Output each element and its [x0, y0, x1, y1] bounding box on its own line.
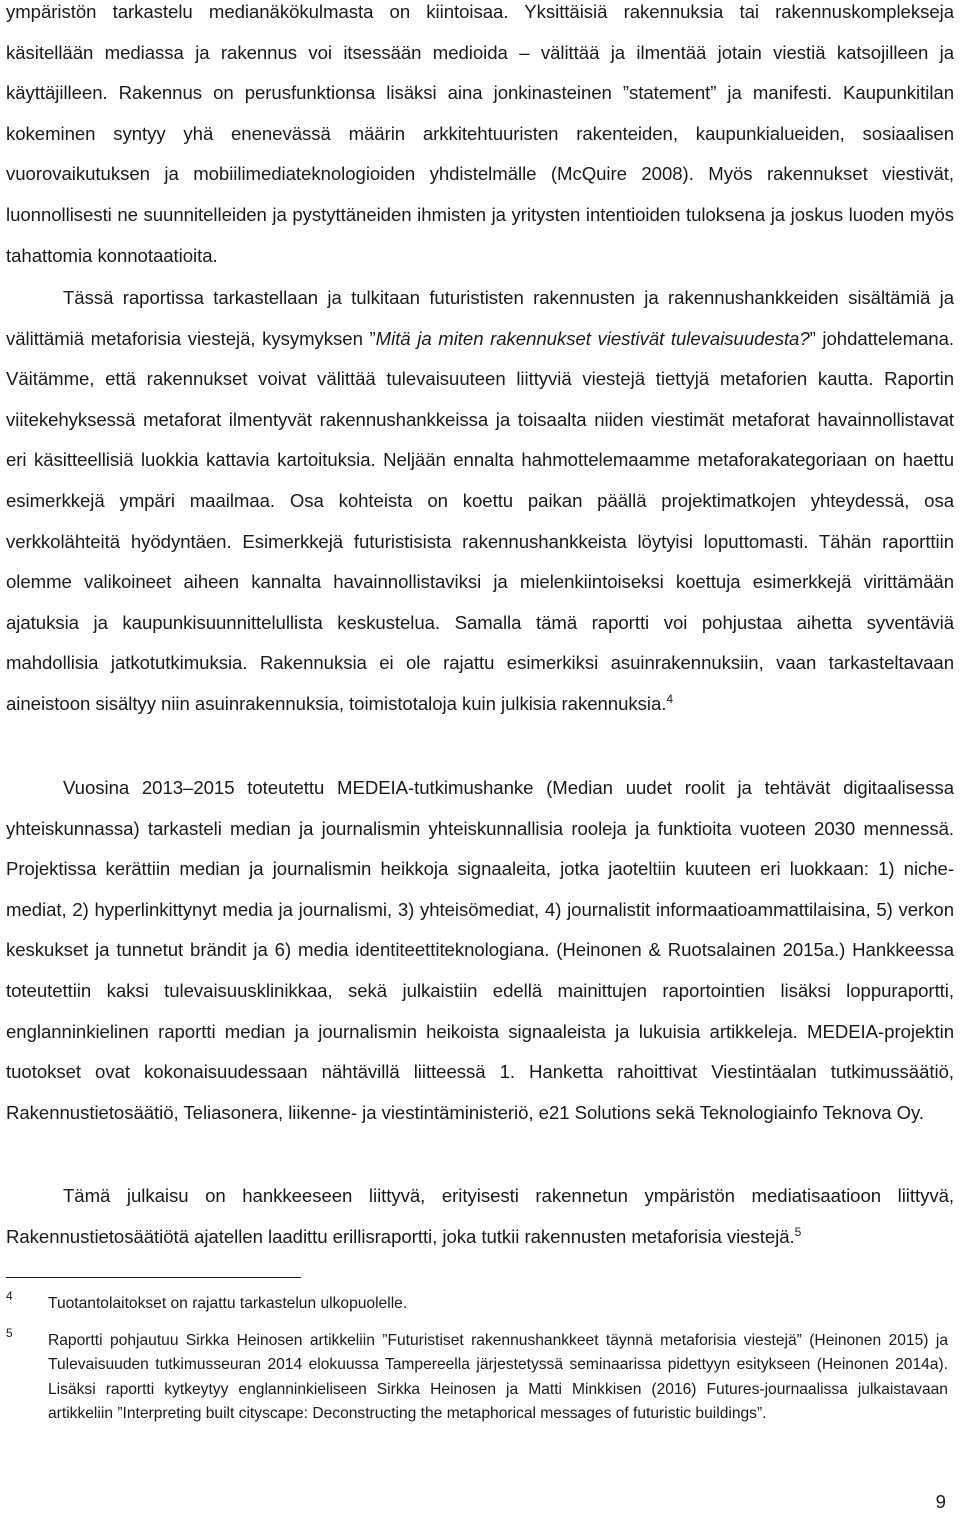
paragraph-publication-note [6, 1176, 954, 1257]
paragraph-intro-continued: ympäristön tarkastelu medianäkökulmasta on kiintoisaa. Yksittäisiä rakennuksia tai rakennuskomplekseja käsitellään mediassa ja rakennus voi itsessään medioida – välittää ja ilmentää jotain viestiä katsojilleen ja käyttäjilleen. Rakennus on perusfunktionsa lisäksi aina jonkinasteinen ”statement” ja manifesti. Kaupunkitilan kokeminen syntyy yhä enenevässä määrin arkkitehtuuristen rakenteiden, kaupunkialueiden, sosiaalisen vuorovaikutuksen ja mobiilimediateknologioiden yhdistelmälle (McQuire 2008). Myös rakennukset viestivät, luonnollisesti ne suunnitelleiden ja pystyttäneiden ihmisten ja yritysten intentioiden tuloksena ja joskus luoden myös tahattomia konnotaatioita. [6, 1, 954, 266]
research-question: Mitä ja miten rakennukset viestivät tulevaisuudesta? [375, 327, 810, 349]
footnote-reference-4[interactable]: 4 [666, 691, 673, 706]
page-number: 9 [935, 1491, 946, 1512]
footnote-text: Tuotantolaitokset on rajattu tarkastelun ulkopuolelle. [48, 1295, 408, 1312]
footnote-reference-5[interactable]: 5 [794, 1224, 802, 1239]
footnote-separator [6, 1277, 301, 1278]
paragraph-text: Tämä julkaisu on hankkeeseen liittyvä, erityisesti rakennetun ympäristön mediatisaatioon liittyvä, Rakennustietosäätiötä ajatellen laadittu erillisraportti, joka tutkii rakennusten metaforisia viestejä. [6, 1185, 954, 1247]
body-text-block [6, 0, 954, 276]
body-text-block [6, 278, 954, 725]
footnote-number: 5 [6, 1326, 13, 1340]
body-text-block [6, 1176, 954, 1257]
paragraph-text: ” johdattelemana. Väitämme, että rakennukset voivat välittää tulevaisuuteen liittyviä viestejä tiettyjä metaforien kautta. Raportin viitekehyksessä metaforat ilmentyvät rakennushankkeissa ja toisaalta niiden viestimät metaforat havainnollistavat eri käsitteellisiä luokkia kattavia kartoituksia. Neljään ennalta hahmottelemaamme metaforakategoriaan on haettu esimerkkejä ympäri maailmaa. Osa kohteista on koettu paikan päällä projektimatkojen yhteydessä, osa verkkolähteitä hyödyntäen. Esimerkkejä futuristisista rakennushankkeista löytyisi loputtomasti. Tähän raporttiin olemme valikoineet aiheen kannalta havainnollistaviksi ja mielenkiintoiseksi koettuja esimerkkejä virittämään ajatuksia ja kaupunkisuunnittelullista keskustelua. Samalla tämä raportti voi pohjustaa aihetta syventäviä mahdollisia jatkotutkimuksia. Rakennuksia ei ole rajattu esimerkiksi asuinrakennuksiin, vaan tarkasteltavaan aineistoon sisältyy niin asuinrakennuksia, toimistotaloja kuin julkisia rakennuksia. [6, 327, 954, 714]
body-text-block [6, 768, 954, 1133]
paragraph-medeia-project: Vuosina 2013–2015 toteutettu MEDEIA-tutkimushanke (Median uudet roolit ja tehtävät digitaalisessa yhteiskunnassa) tarkasteli median ja journalismin yhteiskunnallisia rooleja ja funktioita vuoteen 2030 mennessä. Projektissa kerättiin median ja journalismin heikkoja signaaleita, jotka jaoteltiin kuuteen eri luokkaan: 1) niche-mediat, 2) hyperlinkittynyt media ja journalismi, 3) yhteisömediat, 4) journalistit informaatioammattilaisina, 5) verkon keskukset ja tunnetut brändit ja 6) media identiteettiteknologiana. (Heinonen & Ruotsalainen 2015a.) Hankkeessa toteutettiin kaksi tulevaisuusklinikkaa, sekä julkaistiin edellä mainittujen raportointien lisäksi loppuraportti, englanninkielinen raportti median ja journalismin heikoista signaaleista ja lukuisia artikkeleja. MEDEIA-projektin tuotokset ovat kokonaisuudessaan nähtävillä liitteessä 1. Hanketta rahoittivat Viestintäalan tutkimussäätiö, Rakennustietosäätiö, Teliasonera, liikenne- ja viestintäministeriö, e21 Solutions sekä Teknologiainfo Teknova Oy. [6, 777, 954, 1123]
paragraph-text: Tässä raportissa tarkastellaan ja tulkitaan futurististen rakennusten ja rakennushankkeiden sisältämiä ja välittämiä metaforisia viestejä, kysymyksen ” [6, 287, 954, 349]
footnote-number: 4 [6, 1289, 13, 1303]
paragraph-report-scope [6, 278, 954, 725]
footnote-text: Raportti pohjautuu Sirkka Heinosen artikkeliin ”Futuristiset rakennushankkeet täynnä metaforisia viestejä” (Heinonen 2015) ja Tulevaisuuden tutkimusseuran 2014 elokuussa Tampereella järjestetyssä seminaarissa pidettyyn esitykseen (Heinonen 2014a). Lisäksi raportti kytkeytyy englanninkieliseen Sirkka Heinosen ja Matti Minkkisen (2016) Futures-journaalissa julkaistavaan artikkeliin ”Interpreting built cityscape: Deconstructing the metaphorical messages of futuristic buildings”. [48, 1332, 948, 1423]
